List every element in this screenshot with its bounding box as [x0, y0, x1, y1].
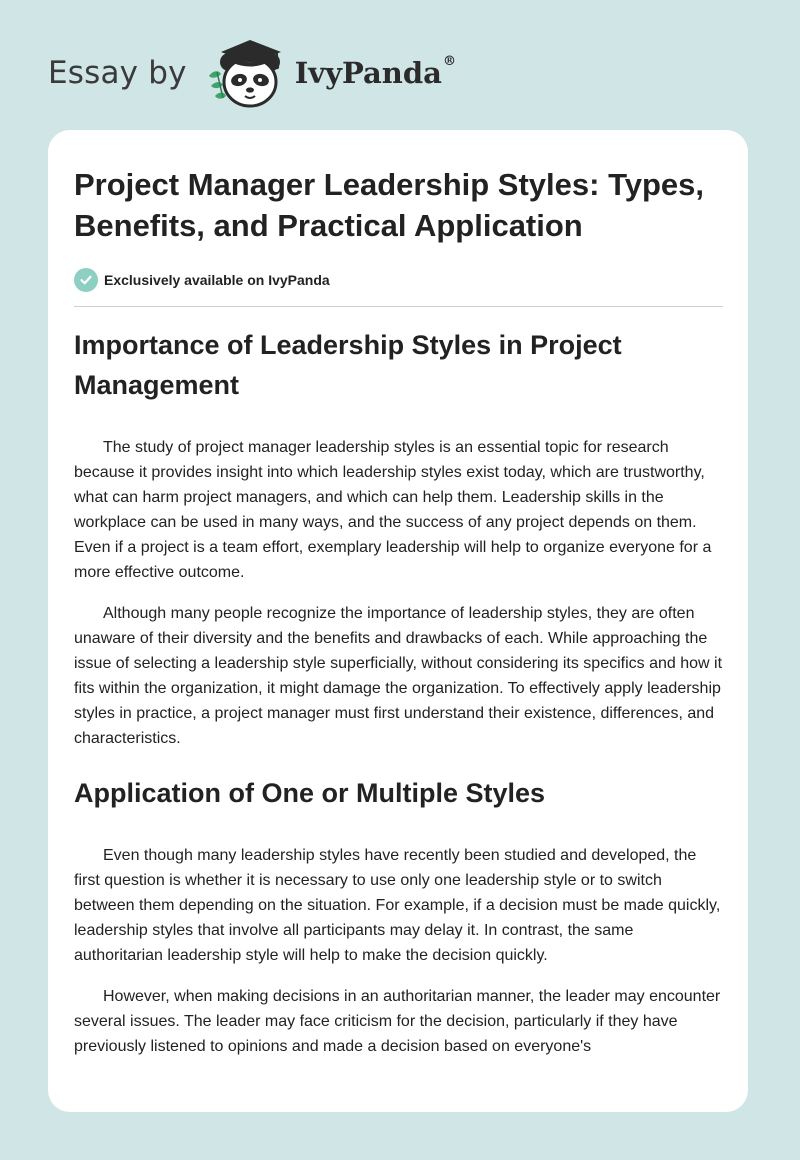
check-circle-icon — [74, 268, 98, 292]
paragraph: The study of project manager leadership styles is an essential topic for research because it provides insight into which leadership styles exist today, which are trustworthy, what can harm project managers, and which can help them. Leadership skills in the workplace can be used in many ways, and the success of any project depends on them. Even if a project is a team effort, exemplary leadership will help to organize everyone for a more effective outcome. — [74, 439, 712, 581]
section-heading: Application of One or Multiple Styles — [74, 778, 546, 808]
paragraph: Although many people recognize the importance of leadership styles, they are often unaware of their diversity and the benefits and drawbacks of each. While approaching the issue of selecting a leadership style superficially, without considering its specifics and how it fits within the organization, it might damage the organization. To effectively apply leadership styles in practice, a project manager must first understand their existence, differences, and characteristics. — [74, 605, 723, 747]
panda-graduation-cap-logo — [203, 36, 291, 110]
badge-text: Exclusively available on IvyPanda — [104, 272, 330, 288]
brand-name — [295, 56, 456, 90]
page-title: Project Manager Leadership Styles: Types, Benefits, and Practical Application — [74, 167, 704, 243]
brand-prefix: Essay by — [48, 55, 187, 91]
divider — [74, 306, 723, 307]
essay-card — [48, 130, 748, 1112]
registered-mark: ® — [442, 54, 456, 69]
essay-content — [74, 164, 723, 1059]
paragraph: However, when making decisions in an authoritarian manner, the leader may encounter several issues. The leader may face criticism for the decision, particularly if they have previously listened to opinions and made a decision based on everyone's — [74, 988, 721, 1055]
exclusive-badge — [74, 268, 723, 292]
section-heading: Importance of Leadership Styles in Project Management — [74, 330, 622, 400]
brand-header — [48, 36, 456, 110]
paragraph: Even though many leadership styles have recently been studied and developed, the first question is whether it is necessary to use only one leadership style or to switch between them depending on the situation. For example, if a decision must be made quickly, leadership styles that involve all participants may delay it. In contrast, the same authoritarian leadership style will help to make the decision quickly. — [74, 847, 721, 964]
brand-name-text: IvyPanda — [294, 56, 442, 90]
